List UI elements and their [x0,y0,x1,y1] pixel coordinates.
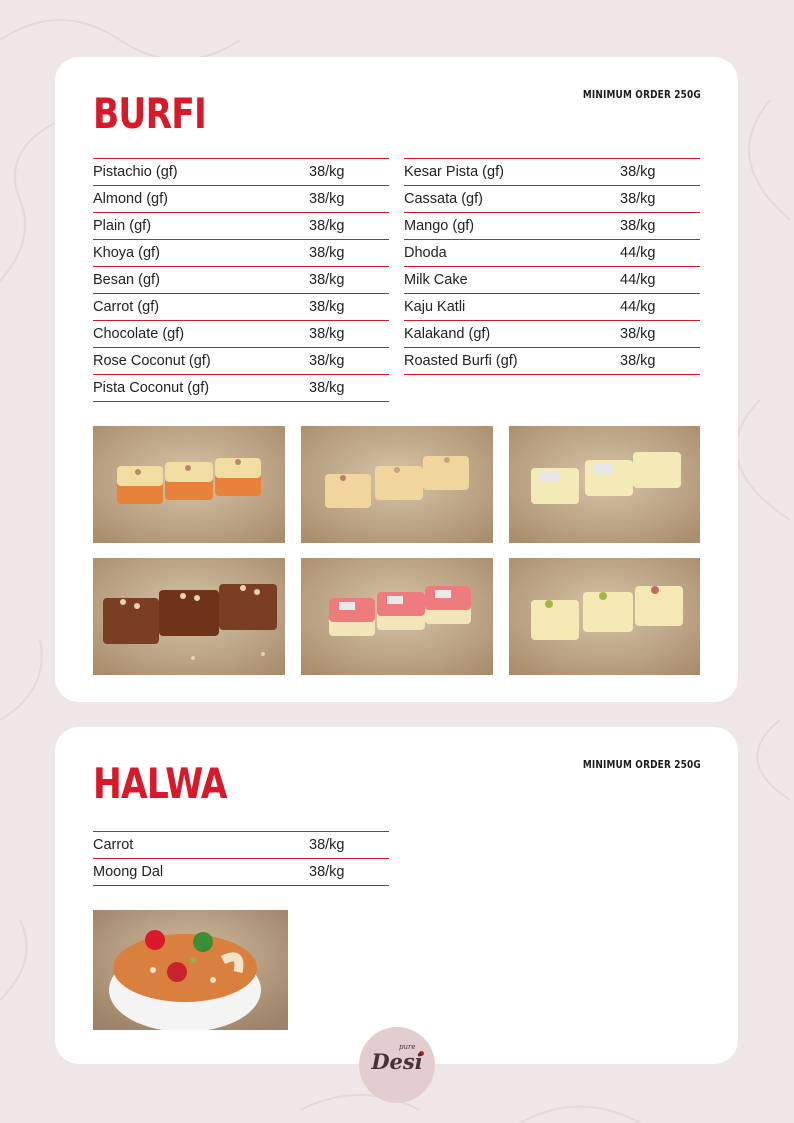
halwa-price-list [93,831,389,886]
burfi-card [55,57,738,702]
list-item [93,348,389,375]
burfi-title: BURFI [93,89,206,138]
item-name: Almond (gf) [93,191,168,207]
item-price: 38/kg [620,326,656,342]
item-name: Milk Cake [404,272,468,288]
item-price: 38/kg [309,272,345,288]
burfi-price-list-right [404,158,700,375]
item-price: 38/kg [309,864,345,880]
list-item [404,159,700,186]
item-name: Dhoda [404,245,447,261]
item-name: Besan (gf) [93,272,160,288]
item-name: Chocolate (gf) [93,326,185,342]
list-item [93,159,389,186]
logo-main-text: Desi [371,1049,423,1074]
item-name: Mango (gf) [404,218,475,234]
item-price: 38/kg [620,164,656,180]
item-name: Carrot [93,837,134,853]
burfi-photo-pista-coconut [509,558,700,675]
burfi-photo-plain [509,426,700,543]
item-price: 44/kg [620,245,656,261]
list-item [93,186,389,213]
list-item [404,213,700,240]
halwa-card [55,727,738,1064]
item-price: 38/kg [620,218,656,234]
list-item [404,348,700,375]
item-price: 38/kg [309,299,345,315]
item-name: Carrot (gf) [93,299,160,315]
pure-desi-logo [359,1027,435,1103]
halwa-min-order: MINIMUM ORDER 250G [582,759,701,771]
list-item [404,321,700,348]
burfi-photo-almond [301,426,493,543]
burfi-photo-rose-coconut [301,558,493,675]
item-price: 38/kg [309,837,345,853]
item-price: 38/kg [309,164,345,180]
list-item [93,240,389,267]
list-item [93,213,389,240]
item-name: Kesar Pista (gf) [404,164,504,180]
item-price: 38/kg [620,353,656,369]
item-price: 44/kg [620,272,656,288]
list-item [404,267,700,294]
item-name: Pista Coconut (gf) [93,380,210,396]
halwa-title: HALWA [93,759,227,808]
item-price: 38/kg [309,218,345,234]
halwa-photo-carrot [93,910,288,1030]
item-name: Moong Dal [93,864,164,880]
item-name: Kalakand (gf) [404,326,491,342]
item-price: 44/kg [620,299,656,315]
item-price: 38/kg [309,326,345,342]
item-name: Kaju Katli [404,299,466,315]
item-price: 38/kg [309,191,345,207]
logo-sub-text: pure [399,1043,416,1051]
list-item [93,859,389,886]
list-item [93,321,389,348]
list-item [93,832,389,859]
burfi-photo-orange [93,426,285,543]
list-item [93,294,389,321]
list-item [93,267,389,294]
item-price: 38/kg [309,380,345,396]
item-price: 38/kg [620,191,656,207]
burfi-min-order: MINIMUM ORDER 250G [582,89,701,101]
list-item [404,240,700,267]
list-item [404,186,700,213]
item-name: Roasted Burfi (gf) [404,353,518,369]
list-item [93,375,389,402]
item-price: 38/kg [309,353,345,369]
item-name: Khoya (gf) [93,245,160,261]
item-name: Rose Coconut (gf) [93,353,211,369]
item-name: Plain (gf) [93,218,152,234]
item-name: Pistachio (gf) [93,164,178,180]
burfi-photo-chocolate [93,558,285,675]
item-price: 38/kg [309,245,345,261]
item-name: Cassata (gf) [404,191,483,207]
list-item [404,294,700,321]
burfi-price-list-left [93,158,389,402]
